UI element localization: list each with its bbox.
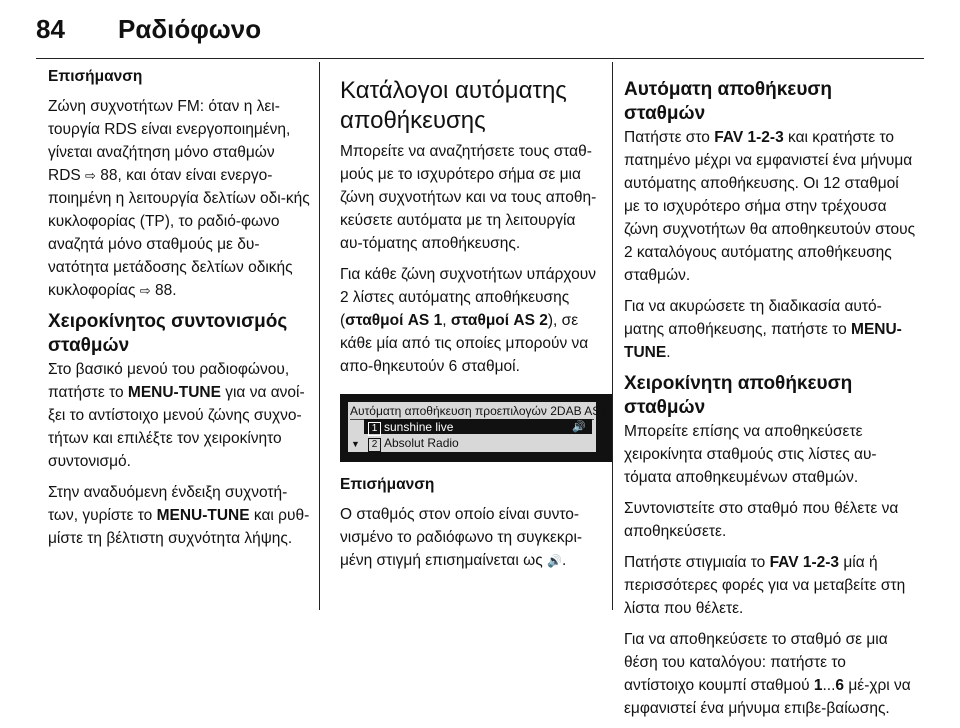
column-2 bbox=[340, 76, 607, 581]
display-screenshot bbox=[340, 394, 612, 462]
header-rule bbox=[36, 58, 924, 59]
column-divider-2 bbox=[612, 62, 613, 610]
paragraph: Στο βασικό μενού του ραδιοφώνου, πατήστε το MENU-TUNE για να ανοί-ξει το αντίστοιχο μενού ζώνης συχνο-τήτων και επιλέξτε τον χειροκίνητο συντονισμό. bbox=[48, 361, 305, 470]
section-heading: Κατάλογοι αυτόματης αποθήκευσης bbox=[340, 77, 567, 134]
note-heading: Επισήμανση bbox=[340, 476, 435, 493]
arrow-ref-icon: ⇨ bbox=[139, 283, 151, 298]
paragraph: Για κάθε ζώνη συχνοτήτων υπάρχουν 2 λίστες αυτόματης αποθήκευσης (σταθμοί AS 1, σταθμοί AS 2), σε κάθε μία από τις οποίες μπορούν να απο-θηκευτούν 6 σταθμοί. bbox=[340, 266, 596, 375]
paragraph: Μπορείτε επίσης να αποθηκεύσετε χειροκίνητα σταθμούς στις λίστες αυ-τόματα αποθηκευμένων σταθμών. bbox=[624, 423, 877, 486]
note-heading: Επισήμανση bbox=[48, 68, 143, 85]
preset-row: 2 Absolut Radio bbox=[364, 435, 592, 452]
screen-title: Αυτόματη αποθήκευση προεπιλογών 2DAB AS2 bbox=[350, 404, 607, 418]
column-3 bbox=[624, 78, 916, 728]
section-title: Ραδιόφωνο bbox=[118, 14, 262, 44]
paragraph: Μπορείτε να αναζητήσετε τους σταθ-μούς με το ισχυρότερο σήμα σε μια ζώνη συχνοτήτων και να τους αποθη-κεύσετε αυτόματα με τη λειτουργία αυ-τόματης αποθήκευσης. bbox=[340, 143, 597, 252]
page-header bbox=[36, 14, 261, 45]
column-divider-1 bbox=[319, 62, 320, 610]
section-heading: Χειροκίνητος συντονισμός σταθμών bbox=[48, 311, 288, 356]
column-1 bbox=[48, 66, 310, 558]
paragraph: Πατήστε στο FAV 1-2-3 και κρατήστε το πατημένο μέχρι να εμφανιστεί ένα μήνυμα αυτόματης αποθήκευσης. Οι 12 σταθμοί με το ισχυρότερο σήμα στην τρέχουσα ζώνη συχνοτήτων θα αποθηκευτούν στους 2 καταλόγους αυτόματης αποθήκευσης σταθμών. bbox=[624, 129, 916, 284]
preset-row-selected: 1 sunshine live 🔊 bbox=[364, 419, 592, 434]
paragraph: Για να αποθηκεύσετε το σταθμό σε μια θέση του καταλόγου: πατήστε το αντίστοιχο κουμπί σταθμού 1...6 μέ-χρι να εμφανιστεί ένα μήνυμα επιβε-βαίωσης. bbox=[624, 631, 911, 717]
section-heading: Αυτόματη αποθήκευση σταθμών bbox=[624, 79, 832, 124]
speaker-icon: 🔊 bbox=[546, 554, 562, 568]
arrow-ref-icon: ⇨ bbox=[85, 168, 96, 183]
section-heading: Χειροκίνητη αποθήκευση σταθμών bbox=[624, 373, 853, 418]
paragraph: Πατήστε στιγμιαία το FAV 1-2-3 μία ή περισσότερες φορές για να μεταβείτε στη λίστα που θέλετε. bbox=[624, 554, 906, 617]
page-number: 84 bbox=[36, 14, 65, 44]
note-text: Ζώνη συχνοτήτων FM: όταν η λει-τουργία RDS είναι ενεργοποιημένη, γίνεται αναζήτηση μόνο σταθμών RDS ⇨ 88, και όταν είναι ενεργο-ποιημένη η λειτουργία δελτίων οδι-κής κυκλοφορίας (TP), το ραδιό-φωνο αναζητά μόνο σταθμούς με δυ-νατότητα μετάδοσης δελτίων οδικής κυκλοφορίας ⇨ 88. bbox=[48, 98, 310, 299]
paragraph: Στην αναδυόμενη ένδειξη συχνοτή-των, γυρίστε το MENU-TUNE και ρυθ-μίστε τη βέλτιστη συχνότητα λήψης. bbox=[48, 484, 310, 547]
paragraph: Συντονιστείτε στο σταθμό που θέλετε να αποθηκεύσετε. bbox=[624, 500, 899, 540]
paragraph: Για να ακυρώσετε τη διαδικασία αυτό-ματης αποθήκευσης, πατήστε το MENU-TUNE. bbox=[624, 298, 902, 361]
scroll-down-icon: ▼ bbox=[351, 439, 360, 449]
speaker-icon: 🔊 bbox=[572, 421, 586, 433]
note-text: Ο σταθμός στον οποίο είναι συντο-νισμένο το ραδιόφωνο τη συγκεκρι-μένη στιγμή επισημαίνεται ως 🔊. bbox=[340, 506, 583, 569]
